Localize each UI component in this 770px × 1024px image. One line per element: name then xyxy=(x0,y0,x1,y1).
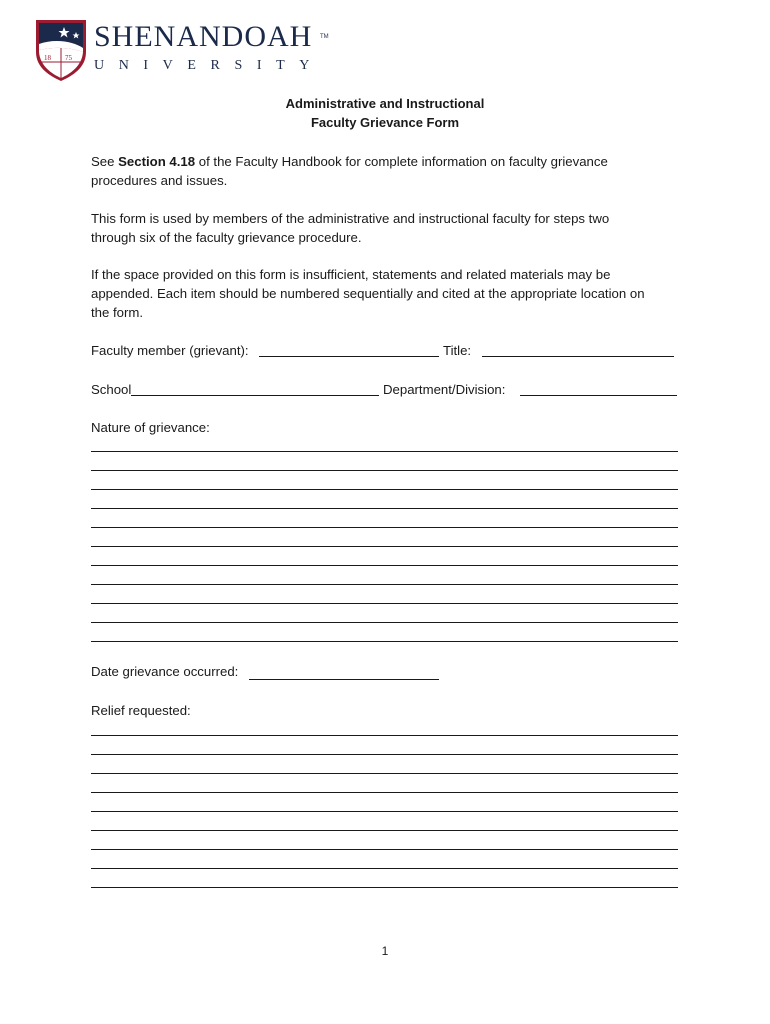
writing-line xyxy=(91,622,678,623)
writing-line xyxy=(91,773,678,774)
title-label: Title: xyxy=(443,343,472,358)
logo-subtitle: UNIVERSITY xyxy=(94,58,324,73)
writing-line xyxy=(91,641,678,642)
writing-line xyxy=(91,489,678,490)
department-field[interactable] xyxy=(520,395,677,396)
shield-icon xyxy=(34,18,88,82)
year-left: 18 xyxy=(44,54,51,62)
writing-line xyxy=(91,735,678,736)
writing-line xyxy=(91,887,678,888)
writing-line xyxy=(91,754,678,755)
faculty-member-field[interactable] xyxy=(259,356,439,357)
writing-line xyxy=(91,868,678,869)
writing-line xyxy=(91,811,678,812)
date-grievance-field[interactable] xyxy=(249,679,439,680)
title-field[interactable] xyxy=(482,356,674,357)
writing-line xyxy=(91,830,678,831)
writing-line xyxy=(91,603,678,604)
writing-line xyxy=(91,546,678,547)
writing-line xyxy=(91,508,678,509)
nature-of-grievance-label: Nature of grievance: xyxy=(91,420,210,435)
school-field[interactable] xyxy=(131,395,379,396)
intro-prefix: See xyxy=(91,154,119,169)
section-reference: Section 4.18 xyxy=(118,154,196,169)
writing-line xyxy=(91,470,678,471)
form-title-line1: Administrative and Instructional xyxy=(285,96,485,111)
intro-paragraph xyxy=(91,152,691,190)
department-label: Department/Division: xyxy=(383,382,506,397)
writing-line xyxy=(91,565,678,566)
shenandoah-logo xyxy=(34,18,334,84)
intro-suffix: of the Faculty Handbook for complete information on faculty grievance procedures and issues. xyxy=(91,154,608,188)
writing-line xyxy=(91,849,678,850)
writing-line xyxy=(91,792,678,793)
date-grievance-label: Date grievance occurred: xyxy=(91,664,239,679)
usage-paragraph: This form is used by members of the administrative and instructional faculty for steps two through six of the faculty grievance procedure. xyxy=(91,211,610,245)
form-title-line2: Faculty Grievance Form xyxy=(310,115,460,130)
school-label: School xyxy=(91,382,132,397)
trademark-mark: TM xyxy=(320,34,329,40)
logo-wordmark: SHENANDOAH xyxy=(94,20,313,53)
faculty-member-label: Faculty member (grievant): xyxy=(91,343,249,358)
writing-line xyxy=(91,451,678,452)
relief-requested-label: Relief requested: xyxy=(91,703,191,718)
page-number: 1 xyxy=(381,944,389,958)
writing-line xyxy=(91,527,678,528)
year-right: 75 xyxy=(65,54,72,62)
appendix-paragraph: If the space provided on this form is insufficient, statements and related materials may be appended. Each item should be numbered sequentially and cited at the appropriate location on the form. xyxy=(91,267,645,320)
writing-line xyxy=(91,584,678,585)
